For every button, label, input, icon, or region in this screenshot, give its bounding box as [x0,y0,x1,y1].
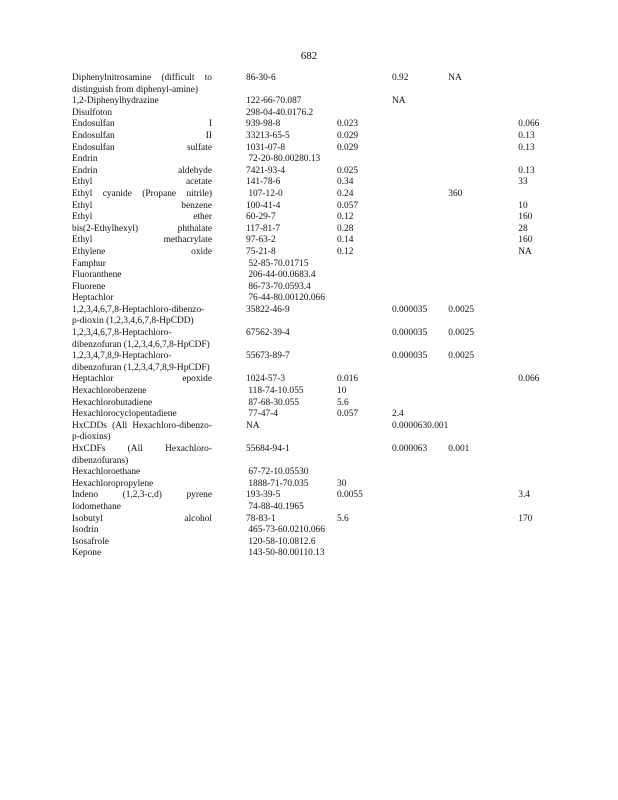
row-v4-cell: 3.4 [518,490,530,501]
row-cas-cell: 72-20-80.00280.13 [246,154,321,165]
row-v2-cell [392,525,448,537]
constituent-name: Ethyl cyanide (Propane nitrile) [72,188,212,199]
constituent-name: Isodrin [72,525,99,536]
row-cas-cell: 60-29-7 [246,212,276,223]
table-row [72,374,578,386]
row-name-cell [72,143,246,155]
row-v4-cell: 170 [518,513,533,524]
row-cas-cell: 206-44-00.0683.4 [246,270,316,281]
row-v3-cell [448,235,518,247]
row-v2-cell [392,490,448,502]
row-v3-cell [448,398,518,410]
row-cas-cell: 298-04-40.0176.2 [246,107,314,118]
row-v2-cell [392,224,448,236]
row-cas-cell: 122-66-70.087 [246,96,302,107]
row-v2-cell [392,108,448,120]
row-v3-cell: 360 [448,188,463,199]
row-v2-cell [392,189,448,201]
row-name-cell [72,131,246,143]
row-v4-cell [518,328,578,351]
row-v3-cell [448,166,518,178]
row-v2-cell [392,235,448,247]
row-name-cell [72,247,246,259]
row-v3-cell [448,108,518,120]
table-row [72,282,578,294]
table-row [72,131,578,143]
constituent-name: 1,2,3,4,6,7,8-Heptachloro-dibenzofuran (1,2,3,4,6,7,8-HpCDF) [72,328,210,350]
row-name-cell [72,212,246,224]
row-name-cell [72,293,246,305]
constituent-name: Endrin aldehyde [72,165,212,176]
row-v2-cell [392,270,448,282]
table-row [72,351,578,374]
row-name-cell [72,270,246,282]
row-v4-cell [518,502,578,514]
row-v1-cell: 0.14 [337,235,354,246]
table-row [72,108,578,120]
row-v1-cell: 0.029 [337,142,359,153]
row-cas-cell: 67562-39-4 [246,328,290,339]
row-v2-cell: 0.000035 [392,328,428,339]
row-name-cell [72,201,246,213]
row-v1-cell: 0.0055 [337,490,363,501]
row-v3-cell [448,212,518,224]
row-v1-cell: 0.025 [337,165,359,176]
row-v3-cell [448,119,518,131]
row-v1-cell [337,293,392,305]
row-v4-cell: 0.066 [518,119,540,130]
table-row [72,537,578,549]
row-cas-cell: 78-83-1 [246,513,276,524]
row-v2-cell [392,154,448,166]
row-v4-cell: 28 [518,223,528,234]
constituent-name: Ethyl methacrylate [72,235,212,246]
row-name-cell [72,514,246,526]
table-row [72,96,578,108]
row-v1-cell [337,154,392,166]
row-v4-cell: NA [518,246,532,257]
table-row [72,270,578,282]
table-row [72,119,578,131]
row-v4-cell: 0.066 [518,374,540,385]
row-v3-cell [448,270,518,282]
constituent-name: Disulfoton [72,107,113,118]
row-v2-cell [392,502,448,514]
row-v1-cell [337,73,392,96]
constituent-name: Iodomethane [72,501,121,512]
row-v1-cell: 0.029 [337,130,359,141]
constituent-name: bis(2-Ethylhexyl) phthalate [72,223,212,234]
row-v1-cell: 30 [337,478,347,489]
page-number: 682 [300,50,318,62]
table-row [72,525,578,537]
row-v4-cell [518,96,578,108]
row-v2-cell [392,177,448,189]
row-v3-cell [448,490,518,502]
row-name-cell [72,73,246,96]
row-name-cell [72,154,246,166]
constituent-name: Ethyl acetate [72,177,212,188]
table-row [72,212,578,224]
constituent-name: Kepone [72,548,102,559]
row-v4-cell [518,259,578,271]
row-v4-cell [518,444,578,467]
constituent-name: Hexachloropropylene [72,478,154,489]
row-v2-cell [392,548,448,560]
row-name-cell [72,166,246,178]
row-v2-cell [392,374,448,386]
row-v1-cell [337,548,392,560]
row-v3-cell [448,143,518,155]
row-v3-cell [448,502,518,514]
row-v4-cell [518,305,578,328]
row-v2-cell: 2.4 [392,409,404,420]
row-cas-cell: 77-47-4 [246,409,279,420]
row-v2-cell [392,166,448,178]
row-v3-cell [448,467,518,479]
row-cas-cell: 1031-07-8 [246,142,286,153]
row-v2-cell [392,398,448,410]
row-name-cell [72,421,246,444]
row-v4-cell [518,421,578,444]
row-v1-cell [337,525,392,537]
row-name-cell [72,189,246,201]
row-v4-cell [518,386,578,398]
row-v2-cell [392,131,448,143]
row-v4-cell [518,108,578,120]
row-v1-cell [337,259,392,271]
constituent-name: Endosulfan II [72,130,212,141]
row-cas-cell: 193-39-5 [246,490,281,501]
row-v1-cell [337,537,392,549]
row-cas-cell: 141-78-6 [246,177,281,188]
row-name-cell [72,502,246,514]
row-cas-cell: 97-63-2 [246,235,276,246]
row-v4-cell: 0.13 [518,165,535,176]
table-row [72,177,578,189]
row-v3-cell [448,514,518,526]
table-row [72,421,578,444]
row-v2-cell: 0.000063 [392,444,428,454]
row-v2-cell: 0.000035 [392,351,428,362]
row-cas-cell: 87-68-30.055 [246,397,300,408]
constituent-name: Hexachlorobenzene [72,386,147,397]
row-cas-cell: 117-81-7 [246,223,281,234]
row-name-cell [72,305,246,328]
row-name-cell [72,177,246,189]
row-name-cell [72,351,246,374]
row-v1-cell: 0.12 [337,246,354,257]
row-v1-cell [337,467,392,479]
row-v1-cell [337,270,392,282]
row-v1-cell [337,444,392,467]
row-cas-cell: 118-74-10.055 [246,386,304,397]
row-v3-cell: NA [448,73,462,83]
row-v1-cell [337,96,392,108]
row-name-cell [72,444,246,467]
table-row [72,189,578,201]
row-cas-cell: 86-30-6 [246,73,276,83]
table-row [72,398,578,410]
row-v4-cell [518,270,578,282]
row-name-cell [72,537,246,549]
row-v2-cell [392,201,448,213]
row-v3-cell [448,293,518,305]
row-v1-cell: 0.057 [337,200,359,211]
table-row [72,293,578,305]
constituent-name: Ethylene oxide [72,246,212,257]
row-v3-cell [448,96,518,108]
row-cas-cell: 939-98-8 [246,119,281,130]
constituent-name: Indeno (1,2,3-c,d) pyrene [72,490,212,501]
row-v4-cell: 10 [518,200,528,211]
row-name-cell [72,479,246,491]
row-cas-cell: 33213-65-5 [246,130,290,141]
table-row [72,490,578,502]
row-v1-cell: 0.24 [337,188,354,199]
table-row [72,235,578,247]
table-row [72,201,578,213]
row-v3-cell [448,177,518,189]
row-v4-cell [518,189,578,201]
row-v3-cell: 0.0025 [448,304,475,315]
row-cas-cell: 52-85-70.01715 [246,258,309,269]
row-v2-cell [392,143,448,155]
row-name-cell [72,224,246,236]
row-cas-cell: 465-73-60.0210.066 [246,525,325,536]
row-v2-cell [392,386,448,398]
constituent-name: HxCDDs (All Hexachloro-dibenzo-p-dioxins) [72,420,212,443]
row-v3-cell [448,374,518,386]
constituent-name: Fluorene [72,281,106,292]
row-v2-cell [392,282,448,294]
row-cas-cell: 120-58-10.0812.6 [246,536,316,547]
table-row [72,386,578,398]
table-row [72,502,578,514]
row-cas-cell: 107-12-0 [246,188,283,199]
row-name-cell [72,259,246,271]
row-cas-cell: 67-72-10.05530 [246,467,309,478]
row-v4-cell [518,537,578,549]
row-v4-cell [518,351,578,374]
row-v1-cell: 5.6 [337,513,349,524]
constituent-name: Endosulfan I [72,119,212,130]
row-v1-cell [337,328,392,351]
table-row [72,143,578,155]
row-v4-cell [518,282,578,294]
table-row [72,467,578,479]
constituent-name: Endrin [72,154,98,165]
table-row [72,409,578,421]
constituent-name: Hexachloroethane [72,467,141,478]
table-row [72,479,578,491]
row-v2-cell [392,537,448,549]
table-row [72,305,578,328]
constituent-name: 1,2,3,4,6,7,8-Heptachloro-dibenzo-p-dioxin (1,2,3,4,6,7,8-HpCDD) [72,304,205,327]
row-v2-cell [392,247,448,259]
row-name-cell [72,328,246,351]
row-v4-cell [518,467,578,479]
row-v3-cell [448,282,518,294]
row-v2-cell [392,467,448,479]
row-v4-cell [518,548,578,560]
constituent-name: Famphur [72,258,106,269]
row-cas-cell: 35822-46-9 [246,304,290,315]
constituent-name: Isosafrole [72,536,109,547]
row-cas-cell: 1024-57-3 [246,374,286,385]
row-v1-cell [337,502,392,514]
row-v4-cell: 160 [518,235,533,246]
row-v3-cell [448,247,518,259]
row-v1-cell: 0.34 [337,177,354,188]
row-v3-cell [448,386,518,398]
row-v4-cell [518,293,578,305]
row-v1-cell: 10 [337,386,347,397]
row-v4-cell: 160 [518,212,533,223]
row-cas-cell: 74-88-40.1965 [246,501,304,512]
row-cas-cell: 7421-93-4 [246,165,286,176]
row-name-cell [72,374,246,386]
constituent-name: Heptachlor epoxide [72,374,212,385]
row-v3-cell: 0.0025 [448,328,475,339]
row-v3-cell [448,224,518,236]
row-v4-cell: 0.13 [518,130,535,141]
row-name-cell [72,490,246,502]
table-row [72,259,578,271]
row-name-cell [72,282,246,294]
row-v1-cell [337,305,392,328]
row-v3-cell [448,537,518,549]
constituent-name: Ethyl benzene [72,200,212,211]
row-cas-cell: 86-73-70.0593.4 [246,281,311,292]
table-row [72,166,578,178]
row-v1-cell: 0.057 [337,409,359,420]
row-v1-cell: 5.6 [337,397,349,408]
row-v4-cell: 0.13 [518,142,535,153]
row-v4-cell [518,479,578,491]
row-v1-cell: 0.023 [337,119,359,130]
row-v3-cell [448,201,518,213]
row-v3-cell [448,409,518,421]
table-row [72,514,578,526]
row-v2-cell: NA [392,96,406,107]
row-cas-cell: 143-50-80.00110.13 [246,548,325,559]
constituent-name: Isobutyl alcohol [72,513,212,524]
constituent-name: Ethyl ether [72,212,212,223]
table-row [72,247,578,259]
row-v2-cell [392,514,448,526]
row-v1-cell [337,282,392,294]
row-v3-cell [448,525,518,537]
row-v3-cell [448,548,518,560]
row-v2-cell: 0.92 [392,73,409,83]
constituent-name: Endosulfan sulfate [72,142,212,153]
constituent-name: 1,2-Diphenylhydrazine [72,96,159,107]
row-v4-cell [518,398,578,410]
row-cas-cell: 76-44-80.00120.066 [246,293,325,304]
constituent-name: Hexachlorobutadiene [72,397,153,408]
row-v2-cell [392,119,448,131]
row-v2-cell: 0.000035 [392,304,428,315]
row-v1-cell [337,108,392,120]
row-cas-cell: 55673-89-7 [246,351,290,362]
row-v1-cell: 0.28 [337,223,354,234]
row-name-cell [72,409,246,421]
row-name-cell [72,108,246,120]
row-v3-cell [448,259,518,271]
row-v1-cell [337,351,392,374]
table-row [72,224,578,236]
constituent-name: Hexachlorocyclopentadiene [72,409,177,420]
row-v1-cell: 0.12 [337,212,354,223]
row-v1-cell [337,421,392,444]
row-v2-cell [392,212,448,224]
row-name-cell [72,386,246,398]
table-row [72,154,578,166]
row-v3-cell [448,421,518,444]
constituent-table [72,73,578,560]
row-name-cell [72,548,246,560]
table-row [72,73,578,96]
row-v3-cell [448,154,518,166]
row-v3-cell: 0.0025 [448,351,475,362]
row-cas-cell: 1888-71-70.035 [246,478,309,489]
constituent-name: Heptachlor [72,293,114,304]
table-row [72,444,578,467]
row-name-cell [72,119,246,131]
table-body [72,73,578,560]
row-v3-cell [448,131,518,143]
row-v3-cell: 0.001 [448,444,470,454]
row-cas-cell: 100-41-4 [246,200,281,211]
row-cas-cell: 75-21-8 [246,246,276,257]
row-name-cell [72,398,246,410]
row-v4-cell: 33 [518,177,528,188]
row-v2-cell [392,259,448,271]
row-v3-cell [448,479,518,491]
table-row [72,328,578,351]
row-v2-cell [392,293,448,305]
row-name-cell [72,235,246,247]
constituent-name: Diphenylnitrosamine (difficult to distinguish from diphenyl-amine) [72,73,212,95]
row-v4-cell [518,154,578,166]
row-v4-cell [518,73,578,96]
row-v2-cell [392,479,448,491]
table-row [72,548,578,560]
row-name-cell [72,96,246,108]
constituent-name: Fluoranthene [72,270,122,281]
row-v2-cell: 0.0000630.001 [392,420,449,431]
row-v1-cell: 0.016 [337,374,359,385]
row-name-cell [72,525,246,537]
row-v4-cell [518,525,578,537]
constituent-name: 1,2,3,4,7,8,9-Heptachloro-dibenzofuran (1,2,3,4,7,8,9-HpCDF) [72,351,210,373]
row-v4-cell [518,409,578,421]
row-name-cell [72,467,246,479]
constituent-name: HxCDFs (All Hexachloro-dibenzofurans) [72,444,212,466]
row-cas-cell: 55684-94-1 [246,444,290,454]
row-cas-cell: NA [246,420,260,431]
